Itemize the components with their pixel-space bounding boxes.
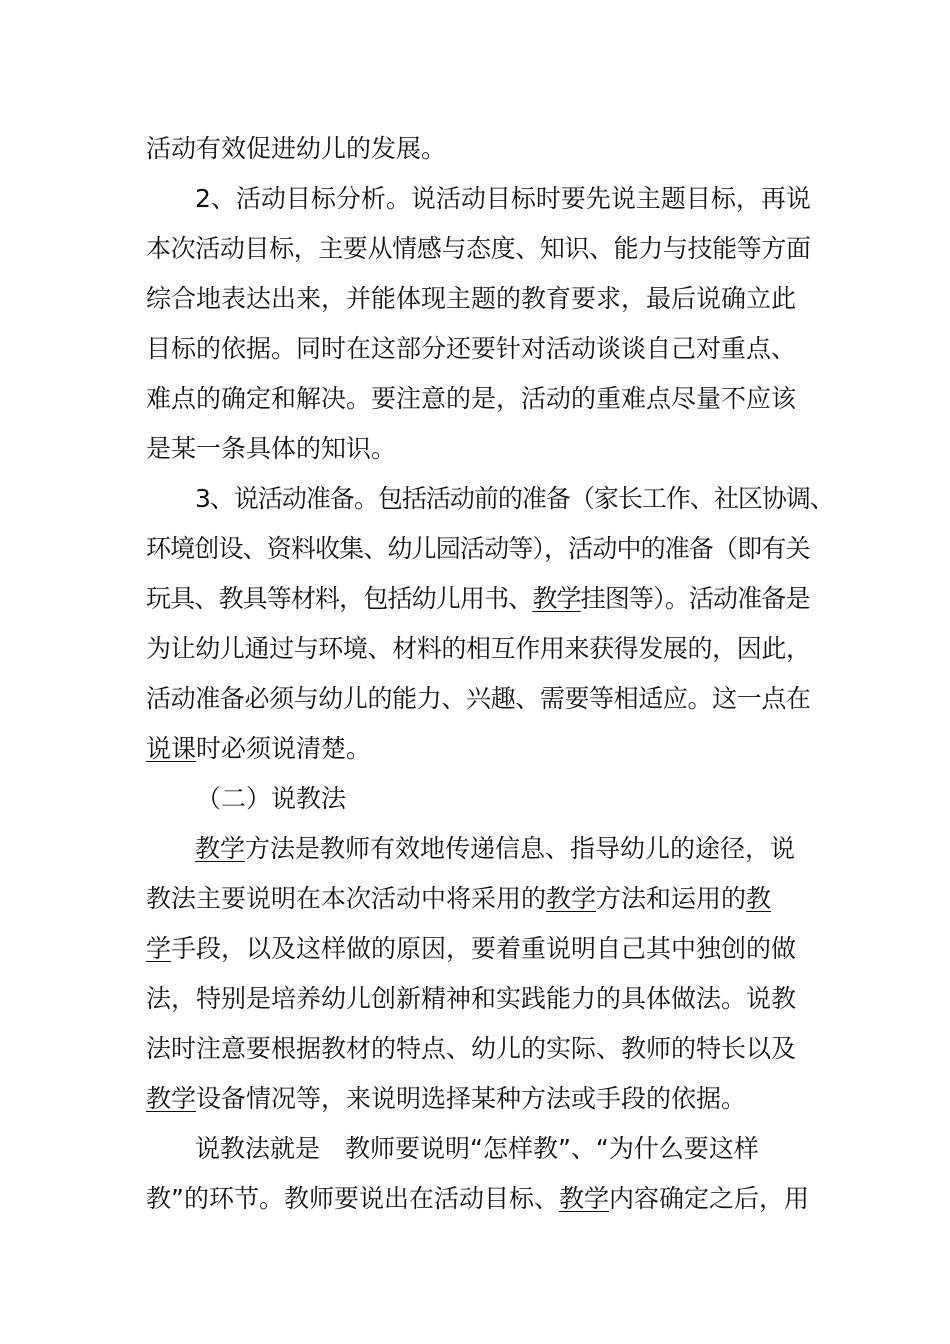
text-segment: 设备情况等，来说明选择某种方法或手段的依据。	[196, 1084, 747, 1113]
text-segment: （二）说教法	[196, 784, 347, 813]
text-line-9	[146, 524, 811, 574]
underlined-term: 教学	[546, 884, 597, 913]
underlined-term: 教学	[195, 834, 246, 863]
text-line-22	[146, 1174, 811, 1224]
text-line-15	[195, 824, 811, 874]
underlined-term: 说课	[146, 734, 197, 763]
text-segment: 目标的依据。同时在这部分还要针对活动谈谈自己对重点、	[146, 334, 797, 363]
text-line-12	[146, 674, 811, 724]
text-segment: 环境创设、资料收集、幼儿园活动等），活动中的准备（即有关	[146, 534, 810, 563]
text-line-17	[146, 924, 811, 974]
text-segment: 方法是教师有效地传递信息、指导幼儿的途径，说	[245, 834, 796, 863]
text-segment: 挂图等）。活动准备是	[580, 584, 810, 613]
text-line-19	[146, 1024, 811, 1074]
text-line-16	[146, 874, 811, 924]
text-segment: 法，特别是培养幼儿创新精神和实践能力的具体做法。说教	[146, 984, 797, 1013]
text-line-3	[146, 224, 811, 274]
text-segment: 本次活动目标，主要从情感与态度、知识、能力与技能等方面	[146, 234, 811, 263]
underlined-term: 教学	[532, 584, 581, 613]
text-segment: 玩具、教具等材料，包括幼儿用书、	[146, 584, 533, 613]
text-line-7	[146, 424, 811, 474]
text-line-5	[146, 324, 811, 374]
text-line-10	[146, 574, 811, 624]
text-line-2	[195, 174, 811, 224]
text-line-20	[146, 1074, 811, 1124]
text-line-21	[195, 1124, 811, 1174]
text-segment: 时必须说清楚。	[196, 734, 372, 763]
text-line-1	[146, 124, 811, 174]
text-segment: 2、活动目标分析。说活动目标时要先说主题目标，再说	[195, 184, 811, 213]
text-line-6	[146, 374, 811, 424]
text-segment: 内容确定之后，用	[608, 1184, 809, 1213]
text-segment: 法时注意要根据教材的特点、幼儿的实际、教师的特长以及	[146, 1034, 797, 1063]
underlined-term: 教学	[146, 1084, 197, 1113]
text-segment: 教法主要说明在本次活动中将采用的	[146, 884, 547, 913]
text-segment: 活动准备必须与幼儿的能力、兴趣、需要等相适应。这一点在	[146, 684, 811, 713]
text-segment: 教”的环节。教师要说出在活动目标、	[146, 1184, 559, 1213]
text-segment: 说教法就是 教师要说明“怎样教”、“为什么要这样	[195, 1134, 759, 1163]
underlined-term: 教	[746, 884, 772, 913]
text-segment: 活动有效促进幼儿的发展。	[146, 134, 447, 163]
text-segment: 3、说活动准备。包括活动前的准备（家长工作、社区协调、	[195, 484, 834, 513]
underlined-term: 学	[146, 934, 172, 963]
text-line-4	[146, 274, 811, 324]
text-segment: 是某一条具体的知识。	[146, 434, 397, 463]
text-line-8	[195, 474, 835, 524]
text-segment: 难点的确定和解决。要注意的是，活动的重难点尽量不应该	[146, 384, 797, 413]
text-segment: 综合地表达出来，并能体现主题的教育要求，最后说确立此	[146, 284, 797, 313]
text-segment: 方法和运用的	[596, 884, 747, 913]
section-heading	[196, 774, 396, 824]
text-line-18	[146, 974, 811, 1024]
underlined-term: 教学	[558, 1184, 609, 1213]
text-line-13	[146, 724, 811, 774]
text-line-11	[146, 624, 811, 674]
text-segment: 手段，以及这样做的原因，要着重说明自己其中独创的做	[171, 934, 797, 963]
text-segment: 为让幼儿通过与环境、材料的相互作用来获得发展的，因此，	[146, 634, 811, 663]
